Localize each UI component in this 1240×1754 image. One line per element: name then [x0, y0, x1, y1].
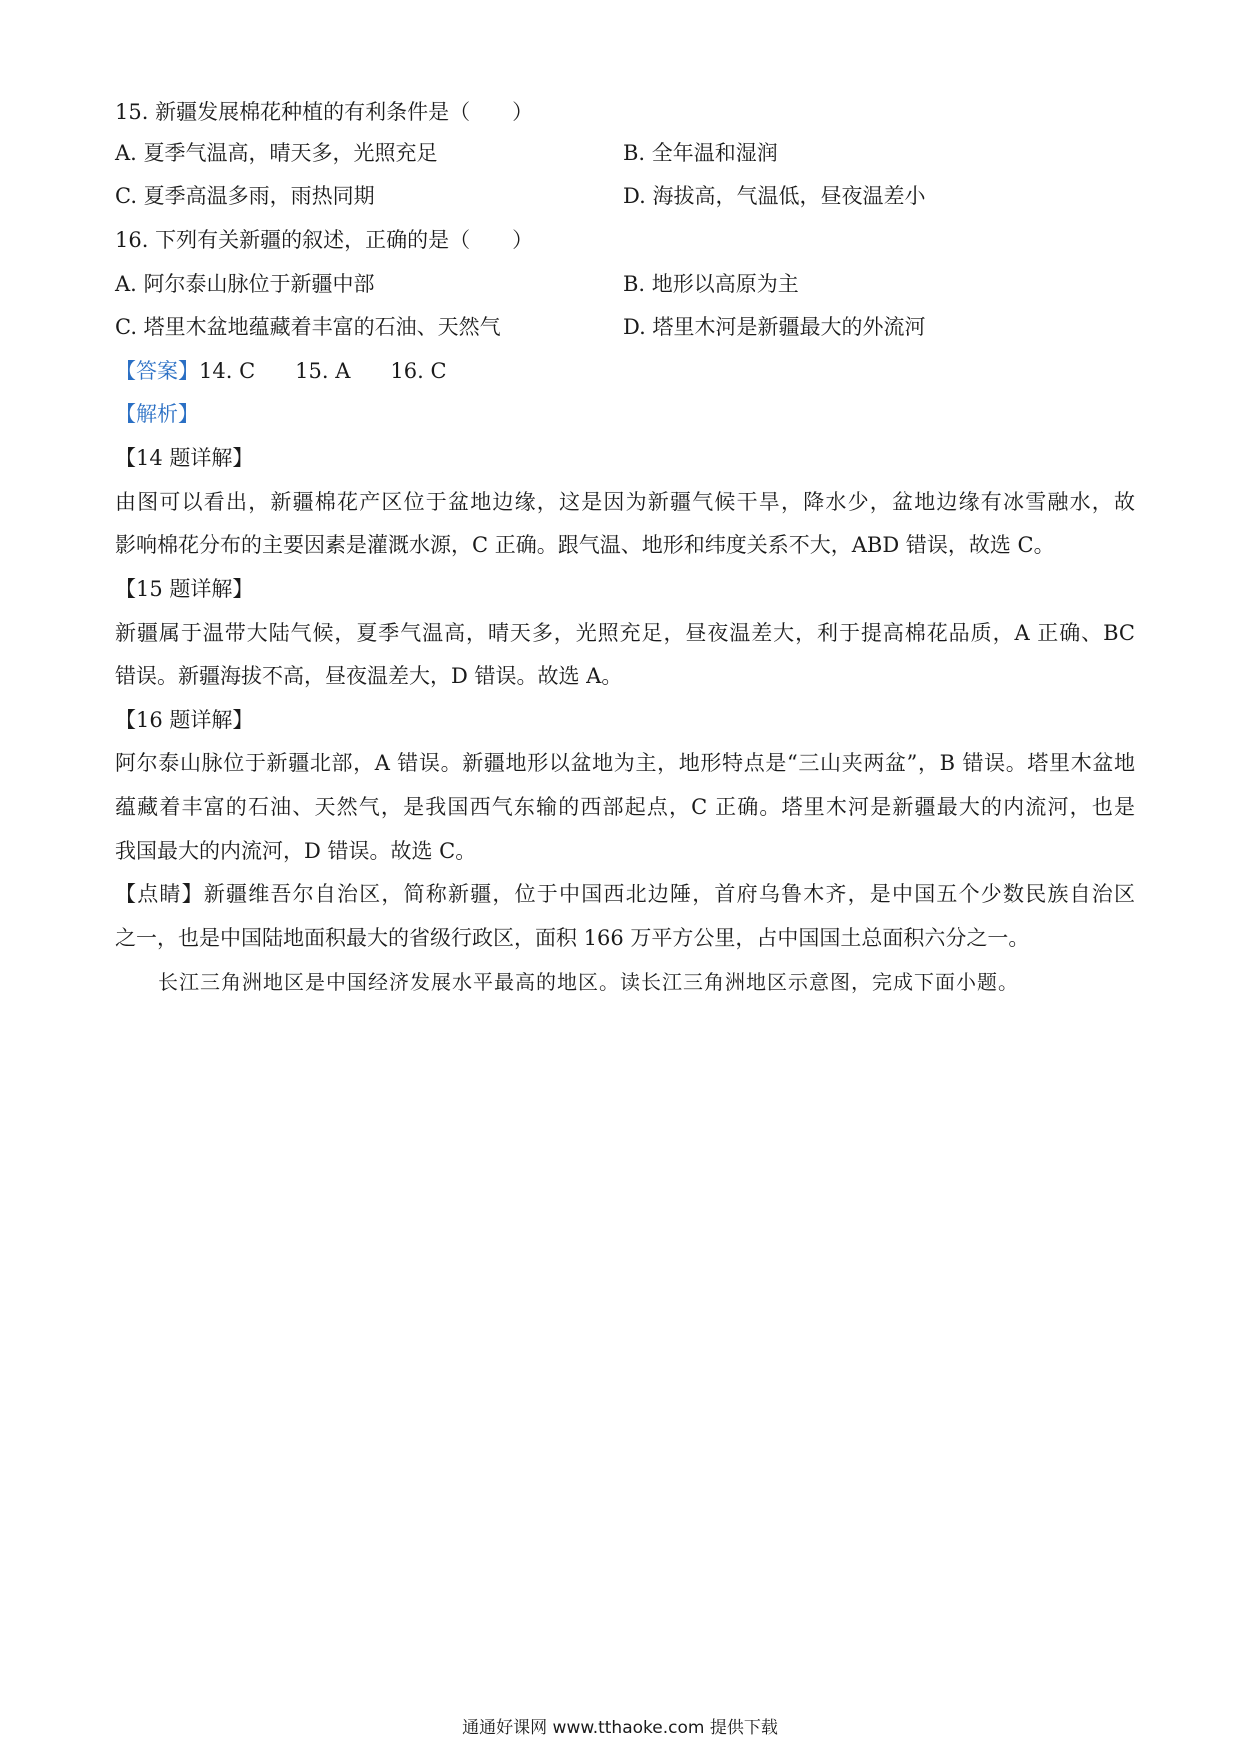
detail-15-text-line: 新疆属于温带大陆气候，夏季气温高，晴天多，光照充足，昼夜温差大，利于提高棉花品质，A 正确、BC [115, 621, 1135, 645]
note-text-line: 之一，也是中国陆地面积最大的省级行政区，面积 166 万平方公里，占中国国土总面积六分之一。 [115, 926, 1030, 950]
question-16-option-a: A. 阿尔泰山脉位于新疆中部 [115, 272, 375, 296]
detail-14-heading: 【14 题详解】 [115, 446, 254, 470]
detail-15-heading: 【15 题详解】 [115, 577, 254, 601]
question-15-options-row1 [115, 140, 1135, 166]
answer-item: 16. C [390, 359, 447, 383]
detail-14-text-line: 影响棉花分布的主要因素是灌溉水源，C 正确。跟气温、地形和纬度关系不大，ABD 错误，故选 C。 [115, 533, 1055, 557]
detail-16-heading: 【16 题详解】 [115, 708, 254, 732]
question-16-options-row2 [115, 314, 1135, 340]
question-15-options-row2 [115, 183, 1135, 209]
detail-16-text-line: 阿尔泰山脉位于新疆北部，A 错误。新疆地形以盆地为主，地形特点是“三山夹两盆”，B 错误。塔里木盆地 [115, 751, 1135, 775]
page-footer: 通通好课网 www.tthaoke.com 提供下载 [462, 1718, 778, 1738]
question-16-stem: 16. 下列有关新疆的叙述，正确的是（ ） [115, 228, 534, 252]
detail-16-text-line: 蕴藏着丰富的石油、天然气，是我国西气东输的西部起点，C 正确。塔里木河是新疆最大的内流河，也是 [115, 795, 1135, 819]
detail-16-text-line: 我国最大的内流河，D 错误。故选 C。 [115, 839, 477, 863]
answer-label: 【答案】 [115, 359, 199, 383]
question-16-option-d: D. 塔里木河是新疆最大的外流河 [623, 315, 926, 339]
question-15-stem: 15. 新疆发展棉花种植的有利条件是（ ） [115, 100, 534, 124]
next-section-intro: 长江三角洲地区是中国经济发展水平最高的地区。读长江三角洲地区示意图，完成下面小题。 [158, 970, 1019, 994]
answer-item: 14. C [199, 359, 256, 383]
question-16-option-c: C. 塔里木盆地蕴藏着丰富的石油、天然气 [115, 315, 501, 339]
detail-15-text-line: 错误。新疆海拔不高，昼夜温差大，D 错误。故选 A。 [115, 664, 623, 688]
question-16-options-row1 [115, 271, 1135, 297]
question-16-option-b: B. 地形以高原为主 [623, 272, 799, 296]
question-15-option-d: D. 海拔高，气温低，昼夜温差小 [623, 184, 926, 208]
answer-line [115, 358, 1135, 384]
question-15-option-a: A. 夏季气温高，晴天多，光照充足 [115, 141, 438, 165]
note-label: 【点睛】 [115, 882, 204, 906]
question-15-option-c: C. 夏季高温多雨，雨热同期 [115, 184, 375, 208]
analysis-label: 【解析】 [115, 402, 199, 426]
note-text-line [115, 881, 1135, 907]
question-15-option-b: B. 全年温和湿润 [623, 141, 778, 165]
detail-14-text-line: 由图可以看出，新疆棉花产区位于盆地边缘，这是因为新疆气候干旱，降水少，盆地边缘有冰雪融水，故 [115, 490, 1135, 514]
note-text: 新疆维吾尔自治区，简称新疆，位于中国西北边陲，首府乌鲁木齐，是中国五个少数民族自治区 [203, 882, 1136, 906]
answer-item: 15. A [295, 359, 351, 383]
